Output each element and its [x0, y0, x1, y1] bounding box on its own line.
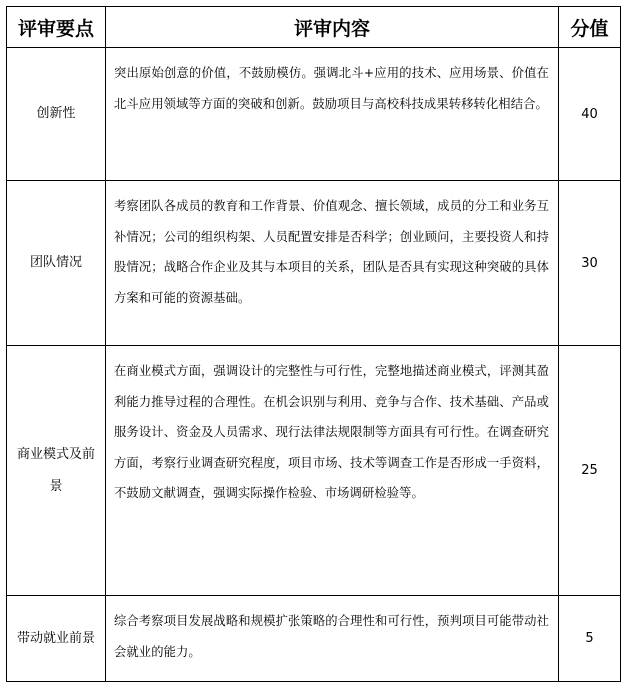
- row-content: 在商业模式方面，强调设计的完整性与可行性，完整地描述商业模式，评测其盈利能力推导过程的合理性。在机会识别与利用、竞争与合作、技术基础、产品或服务设计、资金及人员需求、现行法律法规限制等方面具有可行性。在调查研究方面，考察行业调查研究程度，项目市场、技术等调查工作是否形成一手资料，不鼓励文献调查，强调实际操作检验、市场调研检验等。: [106, 346, 559, 596]
- evaluation-criteria-table: [6, 6, 621, 682]
- row-score: 30: [559, 181, 621, 346]
- row-point: 创新性: [7, 48, 106, 181]
- table-row: [7, 181, 621, 346]
- table-row: [7, 346, 621, 596]
- table-row: [7, 48, 621, 181]
- row-score: 5: [559, 596, 621, 682]
- table-header-row: [7, 7, 621, 48]
- header-evaluation-content: 评审内容: [106, 7, 559, 48]
- row-content: 突出原始创意的价值，不鼓励模仿。强调北斗+应用的技术、应用场景、价值在北斗应用领域等方面的突破和创新。鼓励项目与高校科技成果转移转化相结合。: [106, 48, 559, 181]
- row-score: 40: [559, 48, 621, 181]
- row-point: 团队情况: [7, 181, 106, 346]
- header-score: 分值: [559, 7, 621, 48]
- row-content: 考察团队各成员的教育和工作背景、价值观念、擅长领域，成员的分工和业务互补情况；公司的组织构架、人员配置安排是否科学；创业顾问，主要投资人和持股情况；战略合作企业及其与本项目的关系，团队是否具有实现这种突破的具体方案和可能的资源基础。: [106, 181, 559, 346]
- table-row: [7, 596, 621, 682]
- row-point: 商业模式及前景: [7, 346, 106, 596]
- row-content: 综合考察项目发展战略和规模扩张策略的合理性和可行性，预判项目可能带动社会就业的能力。: [106, 596, 559, 682]
- header-evaluation-point: 评审要点: [7, 7, 106, 48]
- row-score: 25: [559, 346, 621, 596]
- row-point: 带动就业前景: [7, 596, 106, 682]
